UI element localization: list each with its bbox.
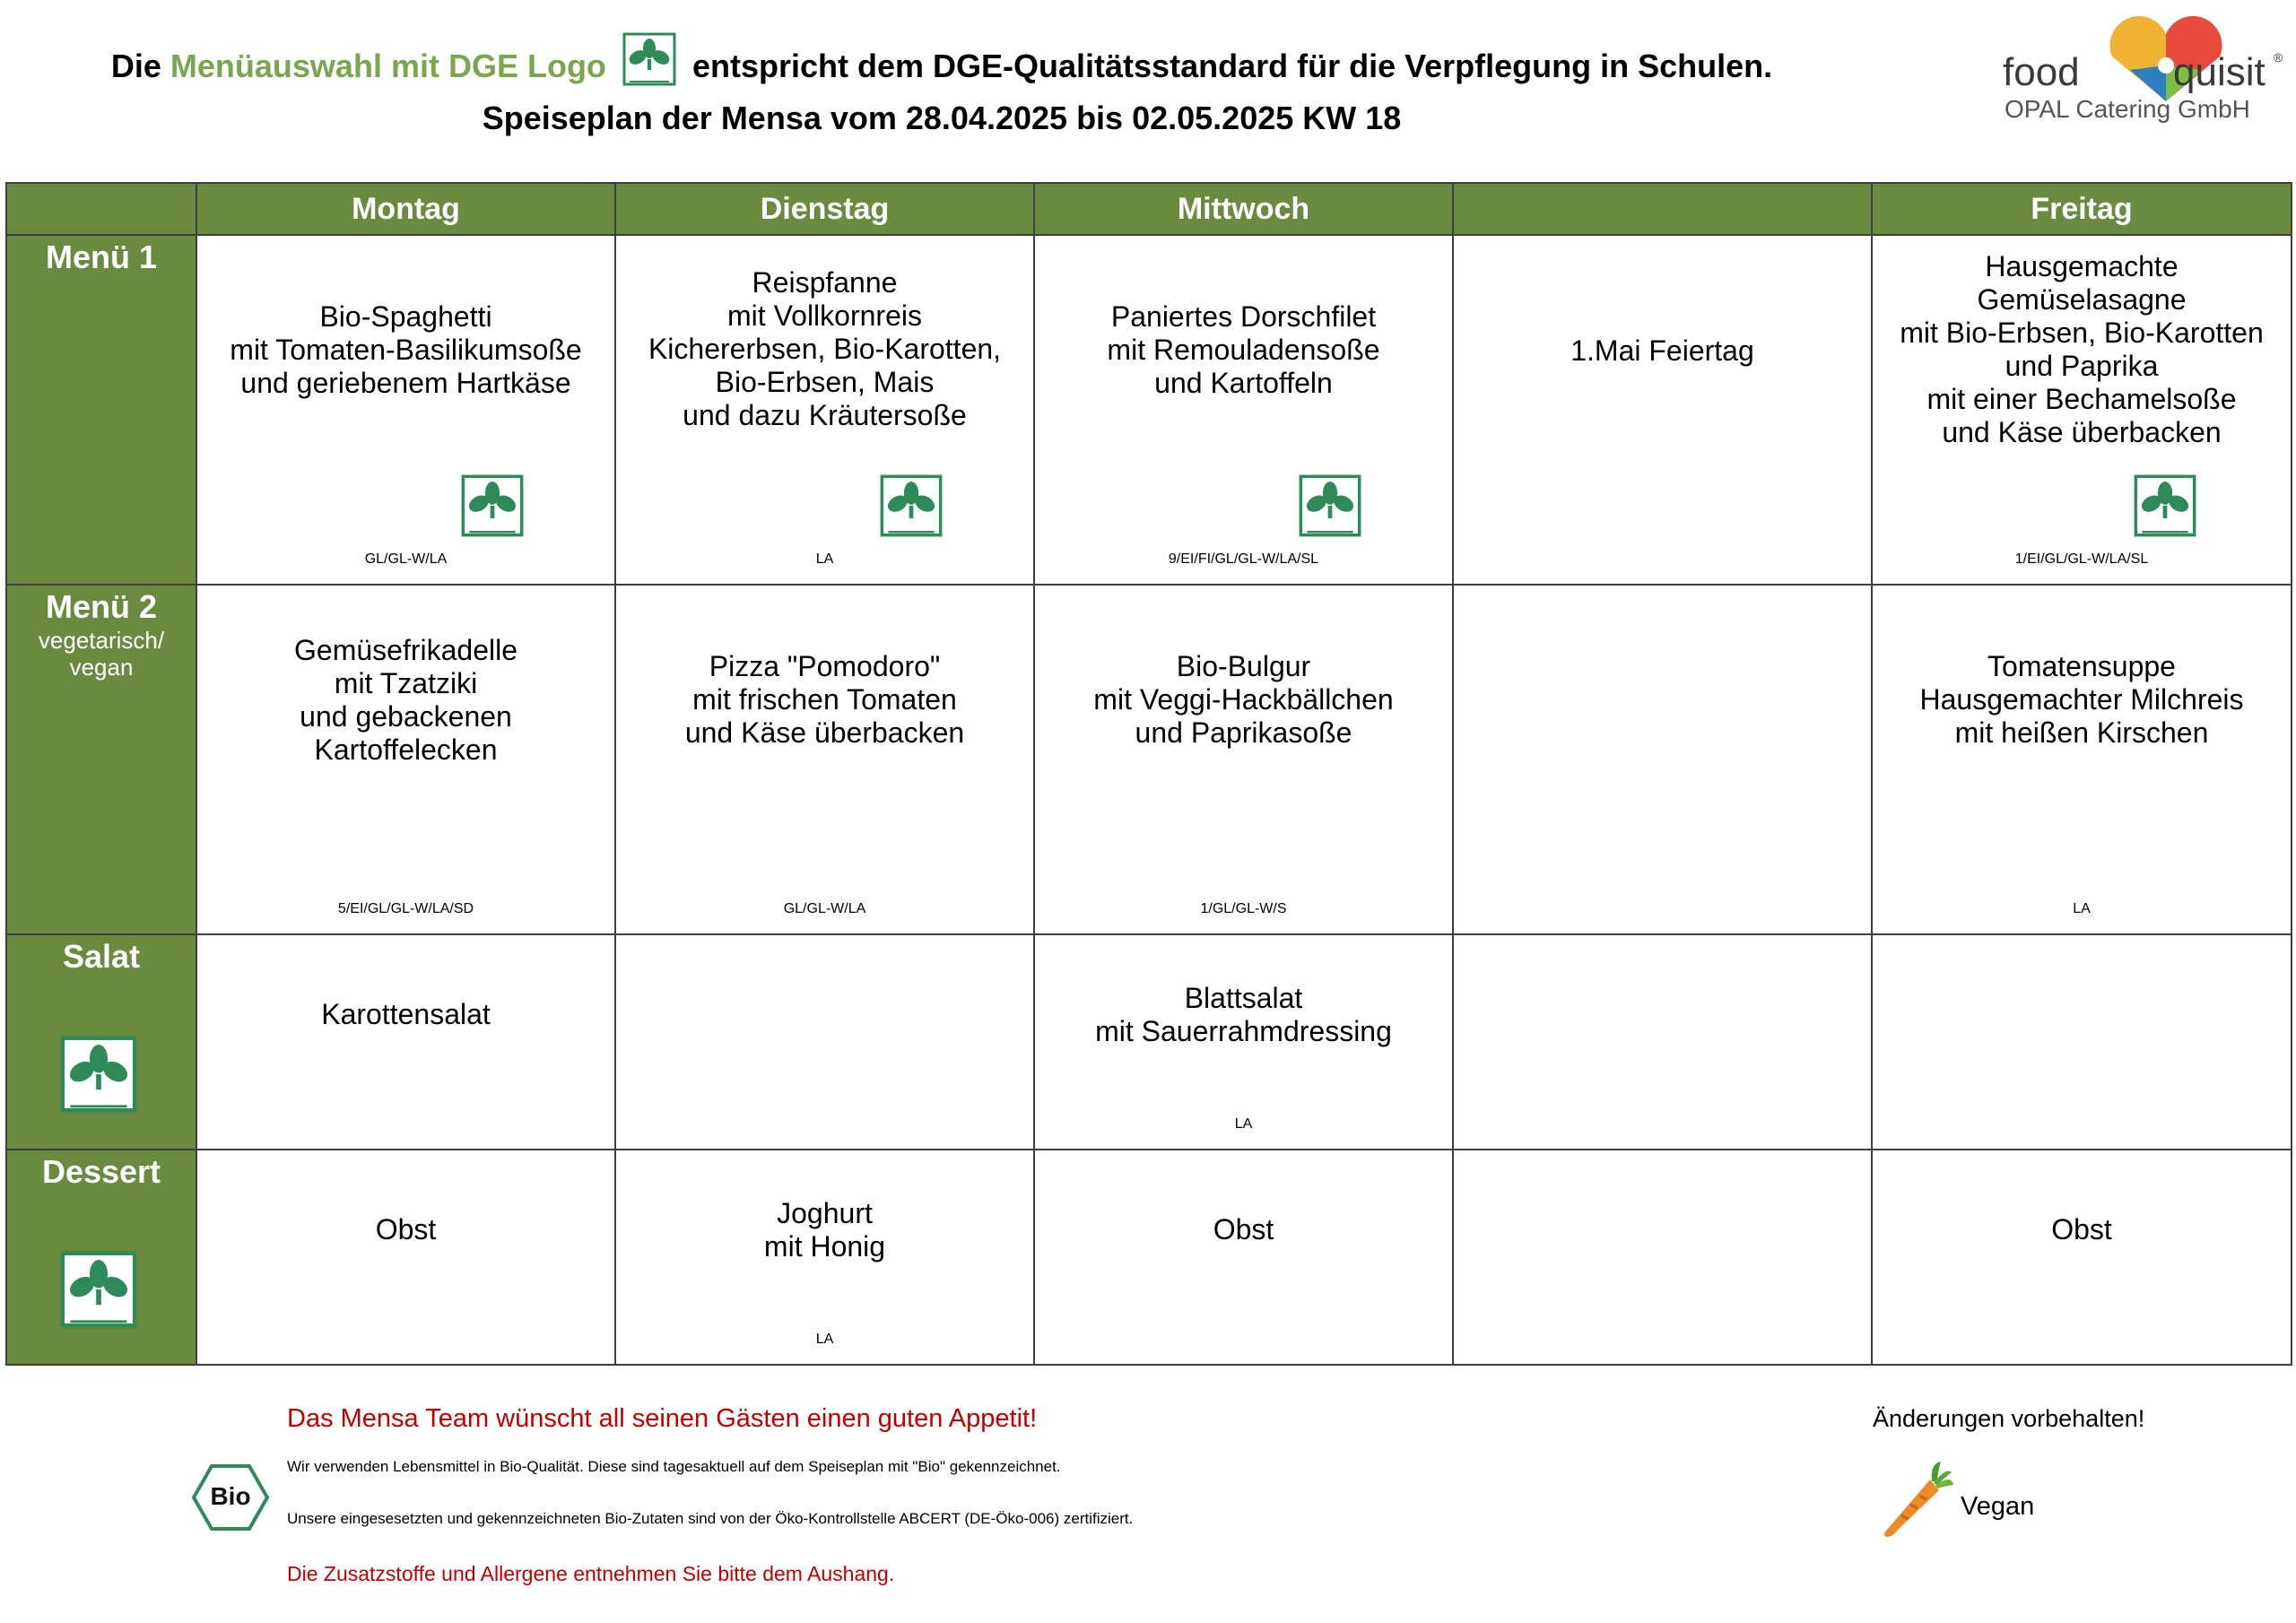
dge-logo-icon — [879, 474, 944, 542]
logo-word-food: food — [2003, 50, 2080, 94]
row-label-menu2 — [6, 585, 196, 934]
day-header-montag: Montag — [196, 183, 615, 235]
table-row — [6, 585, 2292, 934]
day-header-row — [6, 183, 2292, 235]
table-row — [6, 934, 2292, 1150]
footer-greeting: Das Mensa Team wünscht all seinen Gästen einen guten Appetit! — [287, 1404, 1038, 1433]
row-label-title: Menü 2 — [45, 588, 157, 625]
table-row — [6, 1150, 2292, 1365]
dish-text: Hausgemachte Gemüselasagne mit Bio-Erbsen, Bio-Karotten und Paprika mit einer Bechamelsoße und Käse überbacken — [1900, 250, 2264, 448]
allergen-code: 1/EI/GL/GL-W/LA/SL — [2014, 551, 2149, 567]
table-corner — [6, 183, 196, 235]
menu-cell — [1034, 585, 1453, 934]
allergen-code: 1/GL/GL-W/S — [1200, 901, 1287, 916]
allergen-code: LA — [1234, 1116, 1253, 1132]
header-line2: Speiseplan der Mensa vom 28.04.2025 bis 02.05.2025 KW 18 — [482, 100, 1402, 136]
menu-cell — [1872, 235, 2292, 585]
row-label-dessert — [6, 1150, 196, 1365]
allergen-code: LA — [815, 551, 834, 567]
dish-text: Joghurt mit Honig — [763, 1197, 886, 1263]
dish-text: Bio-Bulgur mit Veggi-Hackbällchen und Paprikasoße — [1093, 650, 1394, 749]
menu-cell — [1872, 1150, 2292, 1365]
bio-logo-icon — [192, 1463, 269, 1536]
bio-logo-text: Bio — [210, 1482, 251, 1510]
menu-cell — [196, 585, 615, 934]
changes-notice: Änderungen vorbehalten! — [1873, 1405, 2145, 1432]
menu-table — [5, 182, 2292, 1366]
menu-cell — [1453, 235, 1872, 585]
header-suffix: entspricht dem DGE-Qualitätsstandard für die Verpflegung in Schulen. — [691, 48, 1773, 84]
menu-cell — [1034, 934, 1453, 1150]
menu-cell — [1453, 1150, 1872, 1365]
dish-text: Obst — [375, 1213, 437, 1245]
menu-cell — [1453, 934, 1872, 1150]
allergen-code: GL/GL-W/LA — [364, 551, 448, 567]
dish-text: Tomatensuppe Hausgemachter Milchreis mit heißen Kirschen — [1919, 650, 2244, 749]
menu-cell — [196, 235, 615, 585]
menu-cell — [1034, 235, 1453, 585]
dge-logo-icon — [57, 1036, 140, 1117]
day-header-dienstag: Dienstag — [615, 183, 1034, 235]
footer-allergy-note: Die Zusatzstoffe und Allergene entnehmen Sie bitte dem Aushang. — [287, 1562, 895, 1585]
vegan-legend-label: Vegan — [1961, 1492, 2035, 1521]
dge-logo-icon — [2133, 474, 2197, 542]
dish-text: Reispfanne mit Vollkornreis Kichererbsen, Bio-Karotten, Bio-Erbsen, Mais und dazu Kräutersoße — [648, 266, 1002, 431]
footer-bio-note: Wir verwenden Lebensmittel in Bio-Qualität. Diese sind tagesaktuell auf dem Speiseplan mit "Bio" gekennzeichnet. — [287, 1458, 1061, 1475]
dish-text: Gemüsefrikadelle mit Tzatziki und gebackenen Kartoffelecken — [294, 634, 517, 766]
dish-text: Bio-Spaghetti mit Tomaten-Basilikumsoße und geriebenem Hartkäse — [230, 300, 582, 399]
header-line1 — [0, 32, 1883, 97]
dish-text: Blattsalat mit Sauerrahmdressing — [1095, 982, 1392, 1047]
table-row — [6, 235, 2292, 585]
day-header-mittwoch: Mittwoch — [1034, 183, 1453, 235]
menu-cell — [615, 1150, 1034, 1365]
menu-cell — [196, 1150, 615, 1365]
header-green-text: Menüauswahl mit DGE Logo — [170, 48, 606, 84]
dge-logo-icon — [460, 474, 525, 542]
menu-cell — [1872, 934, 2292, 1150]
row-label-menu1 — [6, 235, 196, 585]
row-label-title: Dessert — [41, 1153, 161, 1190]
day-header-donnerstag — [1453, 183, 1872, 235]
header-prefix: Die — [110, 48, 161, 84]
allergen-code: LA — [2073, 901, 2091, 916]
dish-text: 1.Mai Feiertag — [1570, 334, 1754, 367]
footer-cert-note: Unsere eingesesetzten und gekennzeichneten Bio-Zutaten sind von der Öko-Kontrollstelle ABCERT (DE-Öko-006) zertifiziert. — [287, 1510, 1134, 1527]
day-header-freitag: Freitag — [1872, 183, 2292, 235]
dish-text: Paniertes Dorschfilet mit Remouladensoße und Kartoffeln — [1107, 300, 1380, 399]
dish-text: Obst — [2051, 1213, 2112, 1245]
logo-registered-mark: ® — [2274, 50, 2283, 65]
page-header — [0, 32, 1883, 140]
dish-text: Karottensalat — [321, 998, 491, 1030]
foodquisit-logo — [1996, 16, 2283, 133]
row-label-title: Menü 1 — [45, 239, 157, 275]
row-label-salat — [6, 934, 196, 1150]
allergen-code: 5/EI/GL/GL-W/LA/SD — [337, 901, 474, 916]
dge-logo-icon — [622, 32, 676, 97]
logo-company-name: OPAL Catering GmbH — [2005, 95, 2250, 123]
dish-text: Obst — [1213, 1213, 1274, 1245]
menu-cell — [1872, 585, 2292, 934]
dish-text: Pizza "Pomodoro" mit frischen Tomaten und Käse überbacken — [684, 650, 965, 749]
allergen-code: LA — [815, 1332, 834, 1347]
dge-logo-icon — [57, 1251, 140, 1332]
dge-logo-icon — [1298, 474, 1362, 542]
carrot-icon — [1874, 1460, 1955, 1545]
allergen-code: GL/GL-W/LA — [783, 901, 866, 916]
menu-cell — [615, 934, 1034, 1150]
menu-cell — [615, 585, 1034, 934]
menu-cell — [196, 934, 615, 1150]
menu-cell — [1453, 585, 1872, 934]
menu-cell — [1034, 1150, 1453, 1365]
row-label-title: Salat — [62, 938, 141, 975]
row-label-subtitle: vegetarisch/ vegan — [38, 627, 165, 681]
allergen-code: 9/EI/FI/GL/GL-W/LA/SL — [1168, 551, 1319, 567]
logo-word-quisit: quisit — [2173, 50, 2266, 94]
menu-cell — [615, 235, 1034, 585]
